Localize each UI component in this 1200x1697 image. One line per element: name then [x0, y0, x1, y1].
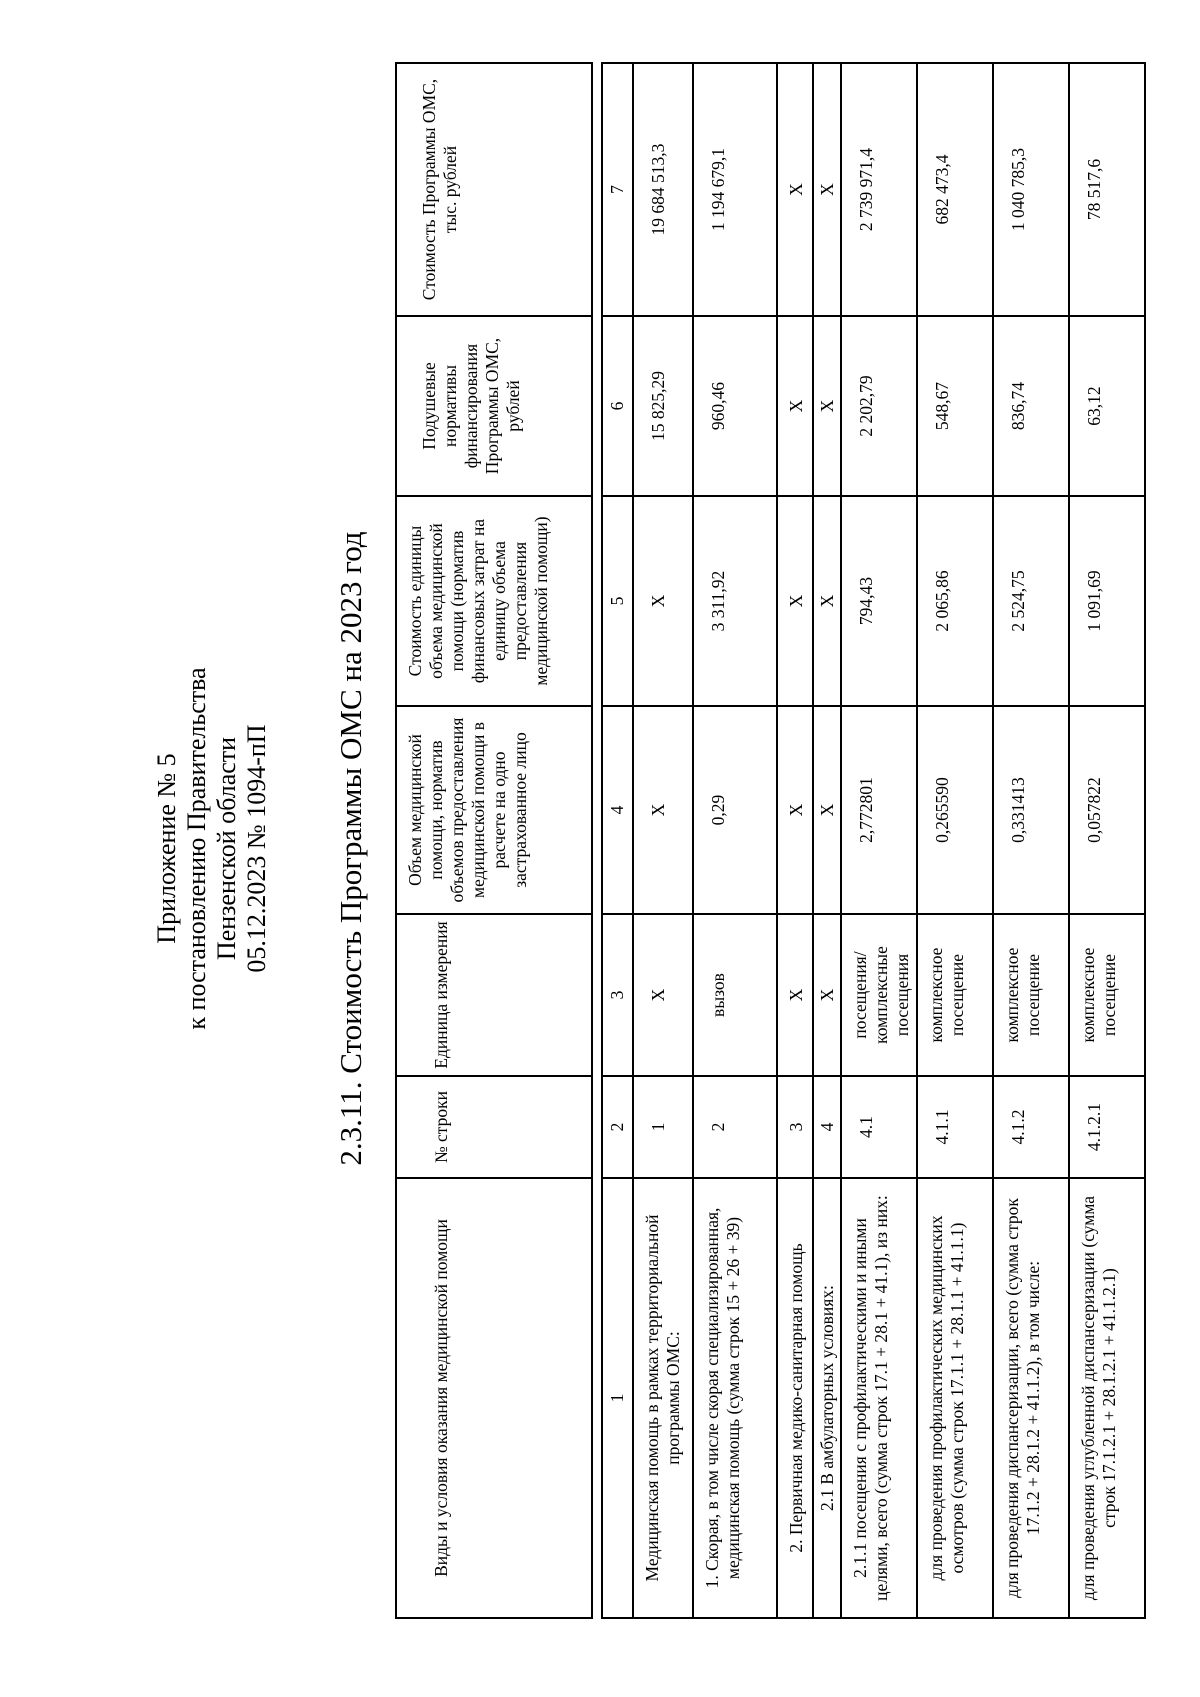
table-cell: Х [777, 316, 813, 496]
table-cell: 78 517,6 [1069, 63, 1145, 316]
table-cell: 2 202,79 [841, 316, 917, 496]
table-cell: 2 524,75 [993, 496, 1069, 706]
table-row [693, 63, 777, 1618]
annex-line-3: Пензенской области [212, 736, 241, 961]
page-title: 2.3.11. Стоимость Программы ОМС на 2023 год [333, 531, 368, 1166]
table-cell: 548,67 [917, 316, 993, 496]
column-number: 2 [602, 1076, 633, 1178]
header-cell: Стоимость Программы ОМС, тыс. рублей [396, 63, 592, 316]
table-cell: вызов [693, 914, 777, 1076]
column-number: 6 [602, 316, 633, 496]
table-cell: Х [777, 63, 813, 316]
table-cell: Х [777, 706, 813, 914]
table-cell: 0,331413 [993, 706, 1069, 914]
table-cell: 2 [693, 1076, 777, 1178]
table-row [813, 63, 841, 1618]
table-cell: для проведения углубленной диспансеризации (сумма строк 17.1.2.1 + 28.1.2.1 + 41.1.2.1) [1069, 1178, 1145, 1618]
header-cell: Виды и условия оказания медицинской помощи [396, 1178, 592, 1618]
table-cell: Х [813, 316, 841, 496]
table-cell: 2 739 971,4 [841, 63, 917, 316]
table-cell: 794,43 [841, 496, 917, 706]
cost-table [395, 62, 1146, 1619]
table-cell: 1. Скорая, в том числе скорая специализированная, медицинская помощь (сумма строк 15 + 26 + 39) [693, 1178, 777, 1618]
table-cell: для проведения диспансеризации, всего (сумма строк 17.1.2 + 28.1.2 + 41.1.2), в том числе: [993, 1178, 1069, 1618]
annex-line-1: Приложение № 5 [152, 753, 181, 944]
table-cell: 1 194 679,1 [693, 63, 777, 316]
table-cell: Медицинская помощь в рамках территориальной программы ОМС: [633, 1178, 693, 1618]
table-cell: 63,12 [1069, 316, 1145, 496]
header-cell: Стоимость единицы объема медицинской помощи (норматив финансовых затрат на единицу объема предоставления медицинской помощи) [396, 496, 592, 706]
table-cell: 1 091,69 [1069, 496, 1145, 706]
table-cell: комплексное посещение [917, 914, 993, 1076]
table-cell: Х [777, 496, 813, 706]
table-cell: Х [633, 914, 693, 1076]
table-cell: 4.1.2.1 [1069, 1076, 1145, 1178]
table-cell: 4 [813, 1076, 841, 1178]
table-cell: 2. Первичная медико-санитарная помощь [777, 1178, 813, 1618]
column-number: 5 [602, 496, 633, 706]
table-cell: 0,057822 [1069, 706, 1145, 914]
table-cell: 2.1.1 посещения с профилактическими и иными целями, всего (сумма строк 17.1 + 28.1 + 41.1), из них: [841, 1178, 917, 1618]
table-cell: 2,772801 [841, 706, 917, 914]
table-cell: комплексное посещение [1069, 914, 1145, 1076]
column-number: 4 [602, 706, 633, 914]
annex-block [152, 0, 272, 1697]
table-cell: 15 825,29 [633, 316, 693, 496]
header-cell: Единица измерения [396, 914, 592, 1076]
table-cell: 4.1.1 [917, 1076, 993, 1178]
table-cell: Х [813, 706, 841, 914]
table-row [633, 63, 693, 1618]
table-cell: 19 684 513,3 [633, 63, 693, 316]
table-cell: 836,74 [993, 316, 1069, 496]
header-cell: № строки [396, 1076, 592, 1178]
table-cell: Х [813, 914, 841, 1076]
table-row [777, 63, 813, 1618]
table-cell: 2 065,86 [917, 496, 993, 706]
table-gap-row [592, 63, 602, 1618]
column-number-row [602, 63, 633, 1618]
table-cell: 1 [633, 1076, 693, 1178]
table-cell: 4.1 [841, 1076, 917, 1178]
table-cell: 4.1.2 [993, 1076, 1069, 1178]
table-cell: 3 311,92 [693, 496, 777, 706]
table-cell: Х [633, 706, 693, 914]
table-header-row [396, 63, 592, 1618]
column-number: 1 [602, 1178, 633, 1618]
column-number: 7 [602, 63, 633, 316]
column-number: 3 [602, 914, 633, 1076]
table-cell: Х [633, 496, 693, 706]
table-cell: для проведения профилактических медицинских осмотров (сумма строк 17.1.1 + 28.1.1 + 41.1.1) [917, 1178, 993, 1618]
table-row [1069, 63, 1145, 1618]
annex-line-2: к постановлению Правительства [182, 667, 211, 1030]
header-cell: Подушевые нормативы финансирования Программы ОМС, рублей [396, 316, 592, 496]
table-cell: 0,265590 [917, 706, 993, 914]
table-cell: Х [813, 63, 841, 316]
table-cell: 2.1 В амбулаторных условиях: [813, 1178, 841, 1618]
table-row [993, 63, 1069, 1618]
table-cell: 3 [777, 1076, 813, 1178]
annex-line-4: 05.12.2023 № 1094-пП [242, 724, 271, 973]
table-cell: 682 473,4 [917, 63, 993, 316]
table-cell: 960,46 [693, 316, 777, 496]
table-cell: 0,29 [693, 706, 777, 914]
table-cell: посещения/ комплексные посещения [841, 914, 917, 1076]
table-cell: Х [813, 496, 841, 706]
table-cell: Х [777, 914, 813, 1076]
table-cell: комплексное посещение [993, 914, 1069, 1076]
header-cell: Объем медицинской помощи, норматив объемов предоставления медицинской помощи в расчете на одно застрахованное лицо [396, 706, 592, 914]
table-cell: 1 040 785,3 [993, 63, 1069, 316]
table-row [841, 63, 917, 1618]
table-row [917, 63, 993, 1618]
